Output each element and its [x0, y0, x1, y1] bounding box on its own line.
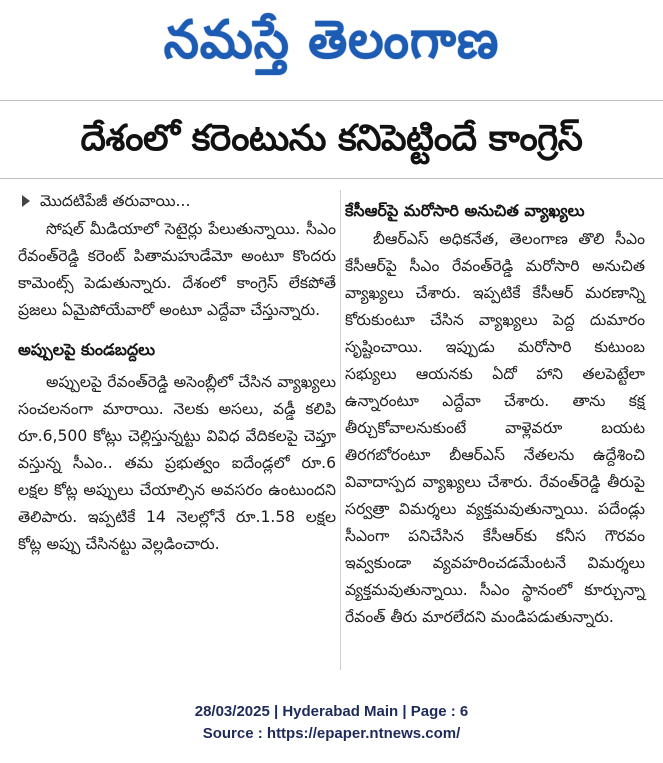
footer-date-edition: 28/03/2025 | Hyderabad Main | Page : 6: [194, 703, 469, 720]
left-paragraph-1: సోషల్ మీడియాలో సెటైర్లు పేలుతున్నాయి. సీఎం రేవంత్‌రెడ్డి కరెంట్ పితామహుడేమో అంటూ కొందరు కామెంట్స్ పెడుతున్నారు. దేశంలో కాంగ్రెస్ లేకపోతే ప్రజలు ఏమైపోయేవారో అంటూ ఎద్దేవా చేస్తున్నారు.: [18, 220, 336, 319]
right-column: [345, 197, 645, 631]
masthead: [0, 0, 663, 92]
continued-from-label: మొదటిపేజీ తరువాయి...: [40, 191, 191, 210]
newspaper-logo: నమస్తే తెలంగాణ: [163, 8, 500, 70]
masthead-rule: [0, 100, 663, 101]
footer-source: Source : https://epaper.ntnews.com/: [202, 725, 461, 742]
left-subheading: అప్పులపై కుండబద్దలు: [18, 340, 156, 359]
right-paragraph-1: బీఆర్‌ఎస్ అధికనేత, తెలంగాణ తొలి సీఎం కేసీఆర్‌పై సీఎం రేవంత్‌రెడ్డి మరోసారి అనుచిత వ్యాఖ్యలు చేశారు. ఇప్పటికే కేసీఆర్ మరణాన్ని కోరుకుంటూ చేసిన వ్యాఖ్యలు పెద్ద దుమారం సృష్టించాయి. ఇప్పుడు మరోసారి కుటుంబ సభ్యులు ఆయనకు ఏదో హాని తలపెట్టేలా ఉన్నారంటూ ఎద్దేవా చేశారు. తాను కక్ష తీర్చుకోవాలనుకుంటే వాళ్లెవరూ బయట తిరగబోరంటూ బీఆర్‌ఎస్ నేతలను ఉద్దేశించి వివాదాస్పద వ్యాఖ్యలు చేశారు. రేవంత్‌రెడ్డి తీరుపై సర్వత్రా విమర్శలు వ్యక్తమవుతున్నాయి. పదేండ్లు సీఎంగా పనిచేసిన కేసీఆర్‌కు కనీస గౌరవం ఇవ్వకుండా వ్యవహరించడమేంటనే విమర్శలు వ్యక్తమవుతున్నాయి. సీఎం స్థానంలో కూర్చున్నా రేవంత్ తీరు మారలేదని మండిపడుతున్నారు.: [345, 230, 645, 626]
continued-from-line: [18, 186, 336, 216]
right-subheading: కేసీఆర్‌పై మరోసారి అనుచిత వ్యాఖ్యలు: [345, 201, 585, 220]
column-divider: [340, 190, 341, 670]
headline-rule: [0, 178, 663, 179]
article-headline: దేశంలో కరెంటును కనిపెట్టిందే కాంగ్రెస్: [80, 118, 583, 159]
chevron-right-icon: [22, 195, 30, 207]
left-paragraph-2: అప్పులపై రేవంత్‌రెడ్డి అసెంబ్లీలో చేసిన వ్యాఖ్యలు సంచలనంగా మారాయి. నెలకు అసలు, వడ్డీ కలిపి రూ.6,500 కోట్లు చెల్లిస్తున్నట్టు వివిధ వేదికలపై చెప్తూ వస్తున్న సీఎం.. తమ ప్రభుత్వం ఐదేండ్లలో రూ.6 లక్షల కోట్ల అప్పులు చేయాల్సిన అవసరం ఉంటుందని తెలిపారు. ఇప్పటికే 14 నెలల్లోనే రూ.1.58 లక్షల కోట్ల అప్పు చేసినట్టు వెల్లడించారు.: [18, 373, 336, 553]
left-column: [18, 186, 336, 558]
